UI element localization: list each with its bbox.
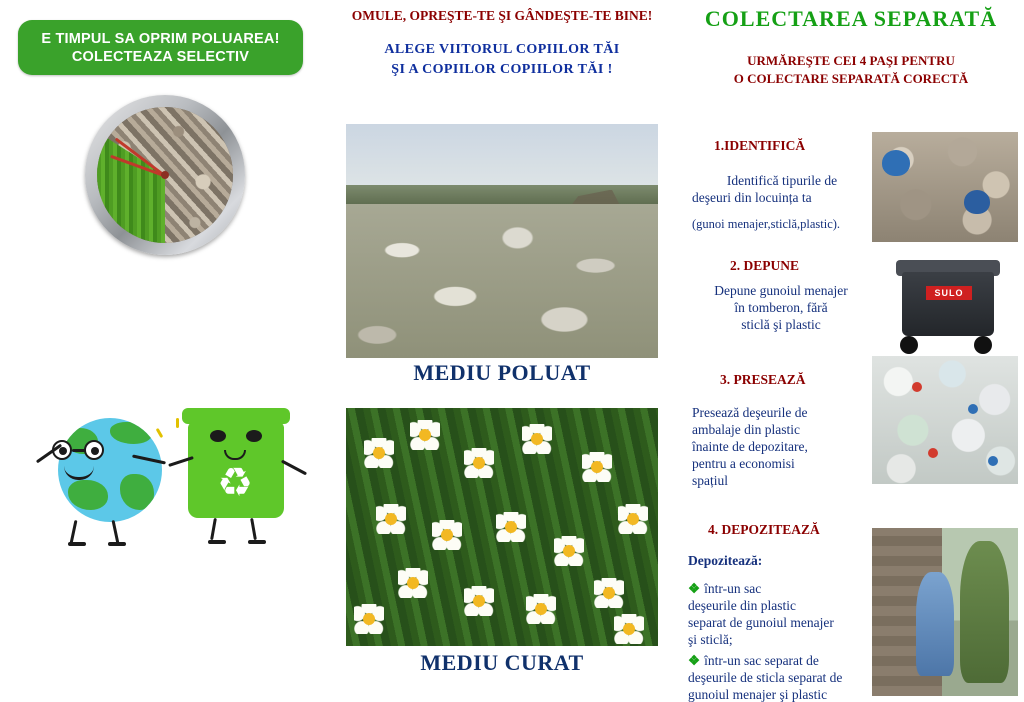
earth-foot-right	[108, 542, 126, 546]
earth-eye-right	[84, 440, 104, 460]
photo-sky	[346, 124, 658, 194]
slogan-line-2: COLECTEAZA SELECTIV	[71, 48, 250, 65]
step-4-bullet-2-line-3: gunoiul menajer şi plastic	[688, 687, 828, 702]
step-3-line-4: pentru a economisi	[692, 456, 795, 471]
bin-arm-right	[281, 460, 307, 476]
sparkle-icon	[176, 418, 179, 428]
daisy-flower	[432, 520, 462, 550]
column-left	[0, 0, 330, 702]
step-3-body	[692, 404, 872, 489]
bottle-cap	[928, 448, 938, 458]
step-4-photo	[872, 528, 1018, 696]
step-4-bullet-1-text: într-un sac	[704, 581, 762, 596]
step-2-body	[686, 282, 876, 333]
step-3-line-1: Presează deşeurile de	[692, 405, 808, 420]
earth-leg-right	[112, 520, 120, 544]
step-3-line-3: înainte de depozitare,	[692, 439, 808, 454]
caption-clean: MEDIU CURAT	[420, 650, 584, 675]
blue-garbage-bag	[916, 572, 954, 676]
step-1-heading: 1.IDENTIFICĂ	[714, 138, 806, 153]
bottle-cap	[912, 382, 922, 392]
step-1-line-1: Identifică tipurile de	[726, 173, 838, 188]
step-4-intro: Depozitează:	[688, 553, 763, 568]
step-2-heading: 2. DEPUNE	[730, 258, 800, 273]
daisy-flower	[464, 586, 494, 616]
daisy-flower	[398, 568, 428, 598]
step-2-line-2: în tomberon, fără	[734, 300, 828, 315]
step-1-body	[692, 172, 872, 233]
daisy-flower	[376, 504, 406, 534]
clock-face	[97, 107, 233, 243]
bin-wheel-right	[974, 336, 992, 354]
pupil	[91, 447, 99, 455]
daisy-flower	[410, 420, 440, 450]
step-4-bullet-1-line-3: separat de gunoiul menajer	[688, 615, 834, 630]
right-subtitle	[678, 52, 1024, 88]
right-title: COLECTAREA SEPARATĂ	[704, 6, 998, 31]
center-heading-blue-line-1: ALEGE VIITORUL COPIILOR TĂI	[384, 42, 620, 57]
bottle-cap	[968, 404, 978, 414]
bin-wheel-left	[900, 336, 918, 354]
step-3-heading: 3. PRESEAZĂ	[720, 372, 806, 387]
right-subtitle-line-1: URMĂREŞTE CEI 4 PAŞI PENTRU	[747, 53, 955, 68]
daisy-flower	[614, 614, 644, 644]
step-4-bullet-1-line-4: şi sticlă;	[688, 632, 733, 647]
daisy-flower	[354, 604, 384, 634]
column-center	[336, 0, 668, 702]
polluted-environment-photo	[346, 124, 658, 358]
bottle-cap	[988, 456, 998, 466]
green-garbage-bag	[960, 541, 1010, 682]
step-3-line-2: ambalaje din plastic	[692, 422, 800, 437]
step-4-heading: 4. DEPOZITEAZĂ	[708, 522, 820, 537]
clean-environment-photo	[346, 408, 658, 646]
step-4-bullet-2-line-2: deşeurile de sticla separat de	[688, 670, 843, 685]
bin-eye-right	[246, 430, 262, 442]
step-4-bullet-2-line-1	[688, 652, 884, 669]
bin-leg-right	[250, 518, 257, 540]
step-4-bullet-2	[688, 652, 884, 702]
step-1-photo	[872, 132, 1018, 242]
step-2-line-3: sticlă şi plastic	[741, 317, 821, 332]
earth-leg-left	[70, 520, 78, 544]
center-heading-red: OMULE, OPREŞTE-TE ŞI GÂNDEŞTE-TE BINE!	[351, 8, 653, 23]
step-4-bullet-1-line-1	[688, 580, 878, 597]
center-heading-blue	[346, 40, 658, 80]
slogan-banner	[18, 20, 303, 75]
center-heading-blue-line-2: ŞI A COPIILOR COPIILOR TĂI !	[391, 62, 613, 77]
column-right	[672, 0, 1024, 702]
daisy-flower	[464, 448, 494, 478]
step-1-line-2: deşeuri din locuința ta	[692, 190, 812, 205]
daisy-flower	[582, 452, 612, 482]
right-subtitle-line-2: O COLECTARE SEPARATĂ CORECTĂ	[733, 71, 969, 86]
step-3-line-5: spațiul	[692, 473, 728, 488]
bin-foot-left	[208, 540, 226, 544]
earth-foot-left	[68, 542, 86, 546]
bullet-icon: ❖	[688, 581, 701, 596]
pupil	[59, 447, 67, 455]
daisy-flower	[526, 594, 556, 624]
blue-bag	[882, 150, 910, 176]
wheelie-bin-body	[902, 272, 994, 336]
daisy-flower	[496, 512, 526, 542]
mascot-illustration	[28, 400, 308, 540]
step-4-bullet-2-text: într-un sac separat de	[704, 653, 819, 668]
earth-landmass	[110, 422, 152, 444]
bin-leg-left	[210, 518, 217, 540]
clock-pie-image	[85, 95, 245, 255]
bin-brand-label: SULO	[926, 286, 972, 300]
sparkle-icon	[156, 428, 164, 438]
bin-eye-left	[210, 430, 226, 442]
bullet-icon: ❖	[688, 653, 701, 668]
daisy-flower	[594, 578, 624, 608]
step-4-bullet-1-line-2: deşeurile din plastic	[688, 598, 796, 613]
daisy-flower	[618, 504, 648, 534]
daisy-flower	[554, 536, 584, 566]
slogan-text	[41, 30, 279, 66]
earth-landmass	[68, 480, 108, 510]
daisy-flower	[522, 424, 552, 454]
clock-pin	[161, 171, 169, 179]
blue-bag	[964, 190, 990, 214]
step-2-photo	[878, 250, 1012, 354]
recycle-icon: ♻	[217, 460, 253, 505]
slogan-line-1: E TIMPUL SA OPRIM POLUAREA!	[41, 30, 280, 47]
earth-landmass	[120, 474, 154, 510]
daisy-flower	[364, 438, 394, 468]
step-4-bullet-1	[688, 580, 878, 648]
caption-polluted: MEDIU POLUAT	[413, 360, 591, 385]
glasses-bridge	[72, 449, 86, 452]
step-2-line-1: Depune gunoiul menajer	[714, 283, 848, 298]
photo-litter-ground	[346, 204, 658, 358]
step-3-photo	[872, 356, 1018, 484]
bin-foot-right	[248, 540, 266, 544]
step-1-line-3: (gunoi menajer,sticlă,plastic).	[692, 217, 841, 231]
